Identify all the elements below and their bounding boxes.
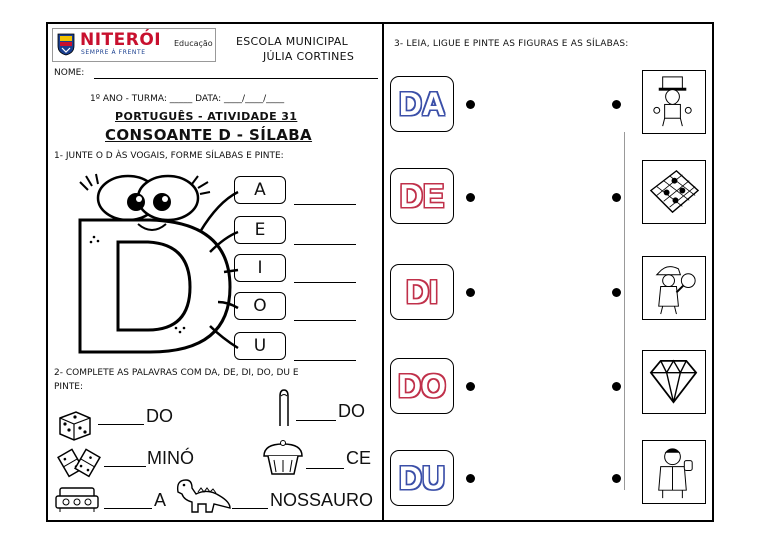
checkers-board-icon <box>643 161 704 222</box>
section2-instruction: 2- COMPLETE AS PALAVRAS COM DA, DE, DI, DO, DU E <box>54 368 299 378</box>
cupcake-icon <box>260 440 306 476</box>
blank-dado[interactable] <box>98 424 144 425</box>
logo-title: NITERÓI <box>80 30 162 50</box>
left-connect-dot-2[interactable] <box>466 193 475 202</box>
diamond-icon <box>643 351 704 412</box>
vowel-box-i: I <box>234 254 286 282</box>
name-label: NOME: <box>54 68 85 78</box>
syllable-card-do[interactable] <box>390 358 454 414</box>
dice-icon <box>56 406 94 442</box>
vowel-box-e: E <box>234 216 286 244</box>
dinosaur-icon <box>174 474 232 514</box>
answer-line-da[interactable] <box>294 204 356 205</box>
logo-department: Educação <box>174 39 213 48</box>
left-connect-dot-4[interactable] <box>466 382 475 391</box>
word-dado: DO <box>146 406 173 426</box>
syllable-di: DI <box>406 274 438 310</box>
picture-checkers[interactable] <box>642 160 706 224</box>
leprechaun-icon <box>643 71 704 132</box>
picture-leprechaun[interactable] <box>642 70 706 134</box>
answer-line-do[interactable] <box>294 320 356 321</box>
answer-line-de[interactable] <box>294 244 356 245</box>
syllable-card-da[interactable] <box>390 76 454 132</box>
syllable-card-di[interactable] <box>390 264 454 320</box>
school-name-line1: ESCOLA MUNICIPAL <box>236 35 348 48</box>
blank-dinossauro[interactable] <box>232 508 268 509</box>
column-divider <box>382 22 384 522</box>
right-connect-dot-2[interactable] <box>612 193 621 202</box>
domino-icon <box>56 446 102 478</box>
vowel-box-a: A <box>234 176 286 204</box>
class-date-line: 1º ANO - TURMA: _____ DATA: ____/____/____ <box>90 94 285 104</box>
logo-subtitle: SEMPRE À FRENTE <box>81 49 146 56</box>
picture-diamond[interactable] <box>642 350 706 414</box>
word-doce: CE <box>346 448 372 468</box>
dentist-icon <box>643 441 704 502</box>
syllable-card-du[interactable] <box>390 450 454 506</box>
syllable-du: DU <box>398 460 446 496</box>
activity-topic: CONSOANTE D - SÍLABA <box>105 126 313 144</box>
answer-line-du[interactable] <box>294 360 356 361</box>
detective-icon <box>643 257 704 318</box>
word-domino: MINÓ <box>147 448 194 468</box>
couch-icon <box>54 484 100 514</box>
blank-domino[interactable] <box>104 466 146 467</box>
section3-instruction: 3- LEIA, LIGUE E PINTE AS FIGURAS E AS SÍLABAS: <box>394 39 629 49</box>
right-connect-dot-5[interactable] <box>612 474 621 483</box>
vertical-guide-line <box>624 132 625 490</box>
syllable-card-de[interactable] <box>390 168 454 224</box>
vowel-box-u: U <box>234 332 286 360</box>
blank-dedo[interactable] <box>296 420 336 421</box>
syllable-de: DE <box>399 178 445 214</box>
left-connect-dot-5[interactable] <box>466 474 475 483</box>
section1-instruction: 1- JUNTE O D ÀS VOGAIS, FORME SÍLABAS E PINTE: <box>54 151 284 161</box>
section2-instruction-cont: PINTE: <box>54 382 84 392</box>
left-connect-dot-3[interactable] <box>466 288 475 297</box>
name-field[interactable] <box>94 78 378 79</box>
finger-icon <box>272 388 296 428</box>
syllable-do: DO <box>398 368 446 404</box>
right-connect-dot-4[interactable] <box>612 382 621 391</box>
city-shield-icon <box>57 32 75 56</box>
word-dinossauro: NOSSAURO <box>270 490 374 510</box>
letter-d-character <box>60 162 240 362</box>
vowel-box-o: O <box>234 292 286 320</box>
left-connect-dot-1[interactable] <box>466 100 475 109</box>
school-name-line2: JÚLIA CORTINES <box>263 50 355 63</box>
picture-detective[interactable] <box>642 256 706 320</box>
activity-subject: PORTUGUÊS - ATIVIDADE 31 <box>115 110 298 123</box>
picture-dentist[interactable] <box>642 440 706 504</box>
blank-diva[interactable] <box>104 508 152 509</box>
blank-doce[interactable] <box>306 468 344 469</box>
right-connect-dot-3[interactable] <box>612 288 621 297</box>
right-connect-dot-1[interactable] <box>612 100 621 109</box>
answer-line-di[interactable] <box>294 282 356 283</box>
syllable-da: DA <box>398 86 446 122</box>
word-dedo: DO <box>338 401 365 421</box>
word-diva: A <box>154 490 167 510</box>
